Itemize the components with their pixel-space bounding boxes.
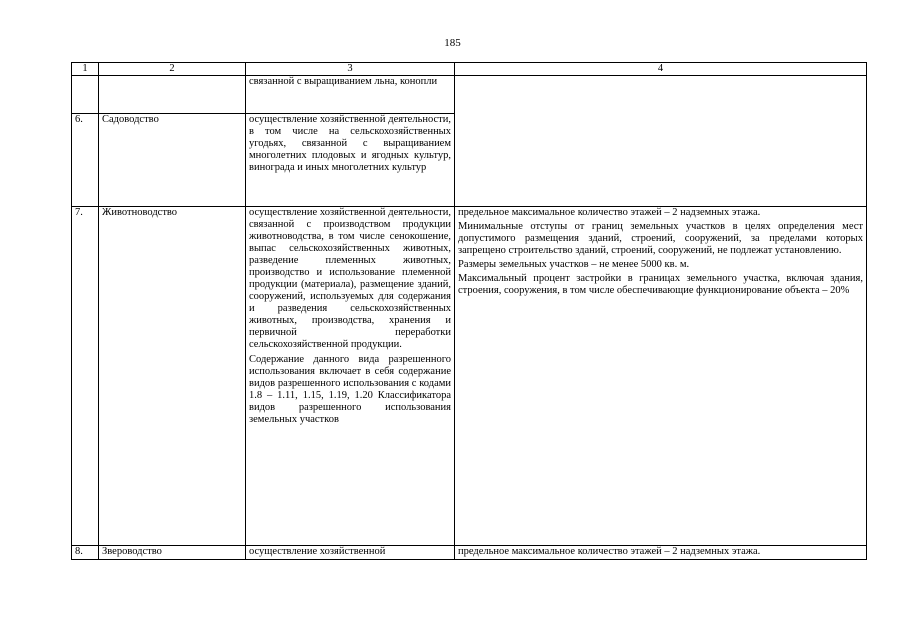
column-number: 1: [72, 63, 99, 76]
row-number: 7.: [72, 207, 99, 546]
table-row: [72, 207, 867, 546]
table-row: [72, 76, 867, 114]
parameter-paragraph: предельное максимальное количество этажей – 2 надземных этажа.: [458, 546, 761, 557]
description-paragraph: связанной с выращиванием льна, конопли: [249, 76, 438, 87]
use-description-cell: [246, 546, 455, 560]
use-name: Животноводство: [99, 207, 246, 546]
description-paragraph: осуществление хозяйственной деятельности, в том числе на сельскохозяйственных угодьях, связанной с выращиванием многолетних плодовых и ягодных культур, винограда и иных многолетних культур: [249, 114, 451, 173]
parameter-paragraph: Размеры земельных участков – не менее 5000 кв. м.: [458, 259, 690, 270]
page-number: 185: [444, 37, 461, 49]
use-name-cell: [99, 76, 246, 114]
description-paragraph: осуществление хозяйственной: [249, 546, 386, 557]
row-number: 6.: [72, 114, 99, 207]
table-row: [72, 546, 867, 560]
parameter-paragraph: Максимальный процент застройки в границах земельного участка, включая здания, строения, сооружения, в том числе обеспечивающие функционирование объекта – 20%: [458, 273, 863, 296]
parameter-paragraph: предельное максимальное количество этажей – 2 надземных этажа.: [458, 207, 761, 218]
use-name: Садоводство: [99, 114, 246, 207]
use-description-cell: [246, 207, 455, 546]
parameters-cell: [455, 546, 867, 560]
column-number-row: [72, 63, 867, 76]
column-number: 3: [246, 63, 455, 76]
row-number: 8.: [72, 546, 99, 560]
use-description-cell: [246, 114, 455, 207]
column-number: 4: [455, 63, 867, 76]
description-paragraph: Содержание данного вида разрешенного использования включает в себя содержание видов разрешенного использования с кодами 1.8 – 1.11, 1.15, 1.19, 1.20 Классификатора видов разрешенного использования земельных участков: [249, 354, 451, 425]
use-description-cell: [246, 76, 455, 114]
description-paragraph: осуществление хозяйственной деятельности, связанной с производством продукции животноводства, в том числе сенокошение, выпас сельскохозяйственных животных, разведение племенных животных, производство и использование племенной продукции (материала), размещение зданий, сооружений, используемых для содержания и разведения сельскохозяйственных животных, производства, хранения и первичной переработки сельскохозяйственной продукции.: [249, 207, 451, 350]
parameters-cell: [455, 76, 867, 207]
zoning-table: [71, 62, 867, 560]
column-number: 2: [99, 63, 246, 76]
parameter-paragraph: Минимальные отступы от границ земельных участков в целях определения мест допустимого размещения зданий, строений, сооружений, за пределами которых запрещено строительство зданий, строений, сооружений, не подлежат установлению.: [458, 221, 863, 256]
row-number-cell: [72, 76, 99, 114]
use-name: Звероводство: [99, 546, 246, 560]
parameters-cell: [455, 207, 867, 546]
